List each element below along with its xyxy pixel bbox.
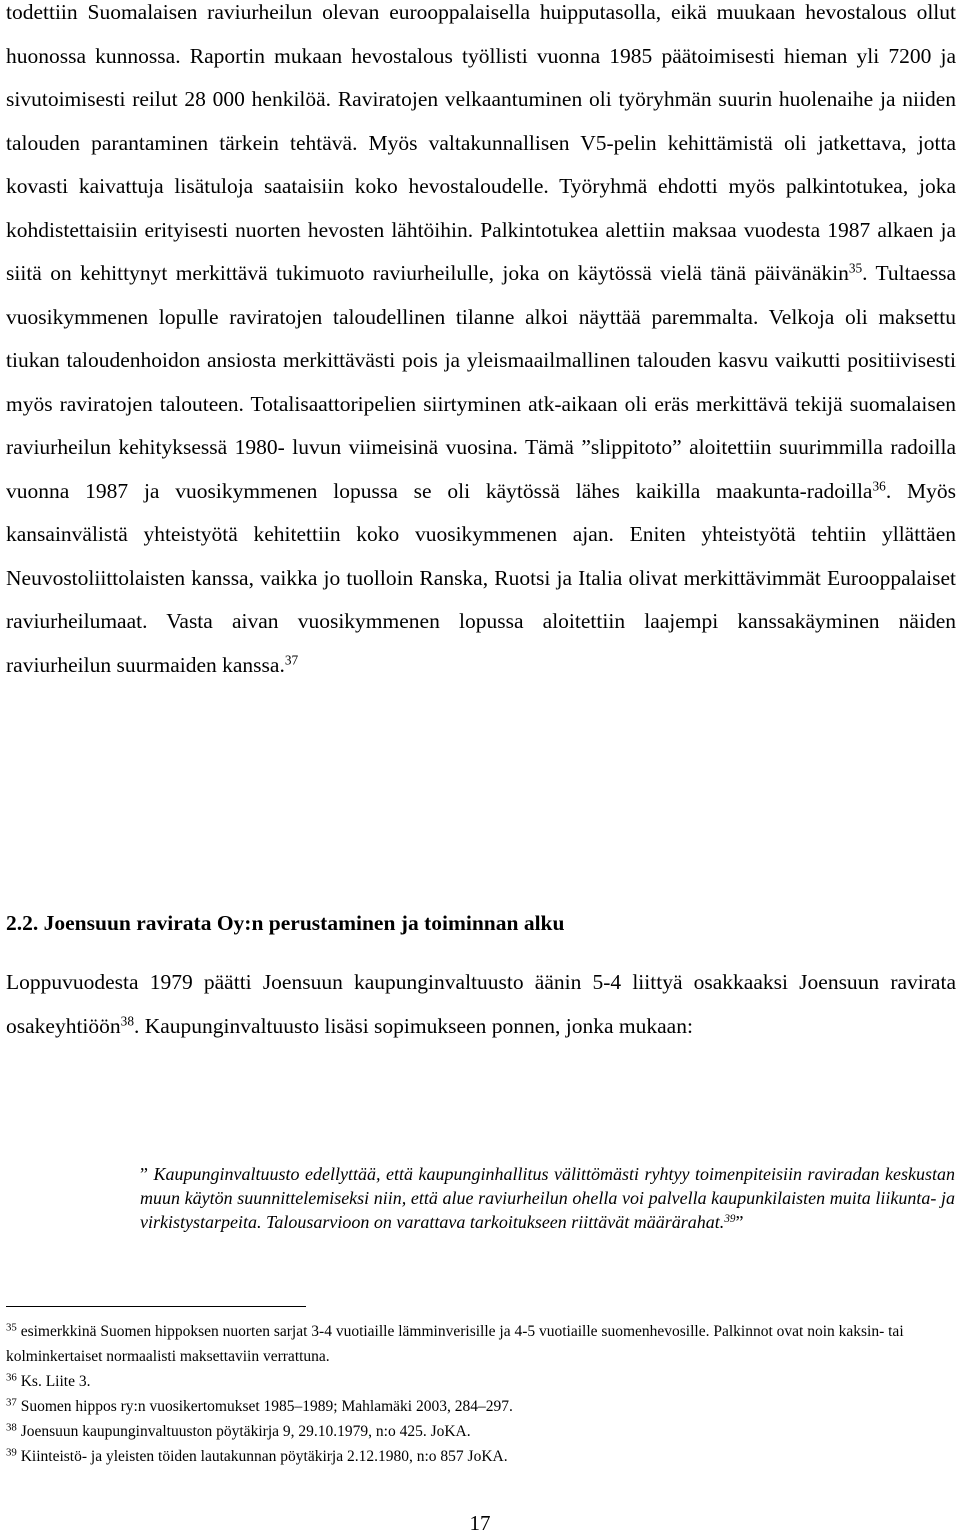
footnote-ref: 38 [120,1013,134,1029]
quote-text: Kaupunginvaltuusto edellyttää, että kaupunginhallitus välittömästi ryhtyy toimenpiteisiin raviradan keskustan muun käytön suunnittelemiseksi niin, että alue raviurheilun ohella voi palvella kaupunkilaisten muita liikunta- ja virkistystarpeita. Talousarvioon on varattava tarkoitukseen riittävät määrärahat. [140,1164,956,1232]
footnote-number: 36 [6,1371,17,1384]
section-heading: 2.2. Joensuun ravirata Oy:n perustaminen ja toiminnan alku [6,911,565,935]
quote-close-mark: ” [735,1212,744,1232]
paragraph-text: . Kaupunginvaltuusto lisäsi sopimukseen ponnen, jonka mukaan: [133,1013,693,1038]
footnote [6,1419,956,1444]
block-quote [140,1162,955,1234]
footnote-text: Joensuun kaupunginvaltuuston pöytäkirja 9, 29.10.1979, n:o 425. JoKA. [20,1423,471,1440]
footnote-text: Ks. Liite 3. [20,1373,91,1390]
paragraph-text: todettiin Suomalaisen raviurheilun olevan eurooppalaisella huipputasolla, eikä muukaan hevostalous ollut huonossa kunnossa. Raportin mukaan hevostalous työllisti vuonna 1985 päätoimisesti hieman yli 7200 ja sivutoimisesti reilut 28 000 henkilöä. Raviratojen velkaantuminen oli työryhmän suurin huolenaihe ja niiden talouden parantaminen tärkein tehtävä. Myös valtakunnallisen V5-pelin kehittämistä oli jatkettava, jotta kovasti kaivattuja lisätuloja saataisiin koko hevostaloudelle. Työryhmä ehdotti myös palkintotukea, joka kohdistettaisiin erityisesti nuorten hevosten lähtöihin. Palkintotukea alettiin maksaa vuodesta 1987 alkaen ja siitä on kehittynyt merkittävä tukimuoto raviurheilulle, joka on käytössä vielä tänä päivänäkin [6,0,956,285]
footnote-text: Kiinteistö- ja yleisten töiden lautakunnan pöytäkirja 2.12.1980, n:o 857 JoKA. [20,1448,508,1465]
body-paragraph [6,961,956,1048]
footnote-number: 37 [6,1396,17,1409]
footnote [6,1369,956,1394]
footnote-text: Suomen hippos ry:n vuosikertomukset 1985–1989; Mahlamäki 2003, 284–297. [20,1398,513,1415]
footnote-ref: 35 [848,260,863,276]
page-number: 17 [469,1511,491,1535]
footnote-number: 39 [6,1446,17,1459]
quote-open-mark: ” [140,1164,148,1184]
body-paragraph [6,0,956,687]
footnote-ref: 37 [284,652,299,668]
footnote-ref: 39 [724,1212,736,1225]
footnote-separator [6,1306,306,1307]
footnote [6,1319,956,1369]
footnotes-section [6,1319,956,1469]
footnote-ref: 36 [872,478,886,494]
paragraph-text: Loppuvuodesta 1979 päätti Joensuun kaupunginvaltuusto äänin 5-4 liittyä osakkaaksi Joensuun ravirata osakeyhtiöön [6,970,956,1038]
paragraph-text: . Tultaessa vuosikymmenen lopulle raviratojen taloudellinen tilanne alkoi näyttää paremmalta. Velkoja oli maksettu tiukan taloudenhoidon ansiosta merkittävästi pois ja yleismaailmallinen talouden kasvu vaikutti positiivisesti myös raviratojen talouteen. Totalisaattoripelien siirtyminen atk-aikaan oli eräs merkittävä tekijä suomalaisen raviurheilun kehityksessä 1980- luvun viimeisinä vuosina. Tämä ”slippitoto” aloitettiin suurimmilla radoilla vuonna 1987 ja vuosikymmenen lopussa se oli käytössä lähes kaikilla maakunta-radoilla [6,261,956,503]
footnote-number: 35 [6,1321,17,1334]
paragraph-text: . Myös kansainvälistä yhteistyötä kehitettiin koko vuosikymmenen ajan. Eniten yhteistyötä tehtiin yllättäen Neuvostoliittolaisten kanssa, vaikka jo tuolloin Ranska, Ruotsi ja Italia olivat merkittävimmät Eurooppalaiset raviurheilumaat. Vasta aivan vuosikymmenen lopussa aloitettiin laajempi kanssakäyminen näiden raviurheilun suurmaiden kanssa. [6,478,957,677]
footnote [6,1394,956,1419]
footnote-number: 38 [6,1421,17,1434]
footnote [6,1444,956,1469]
footnote-text: esimerkkinä Suomen hippoksen nuorten sarjat 3-4 vuotiaille lämminverisille ja 4-5 vuotiaille suomenhevosille. Palkinnot ovat noin kaksin- tai kolminkertaiset normaalisti maksettaviin verrattuna. [6,1323,904,1365]
